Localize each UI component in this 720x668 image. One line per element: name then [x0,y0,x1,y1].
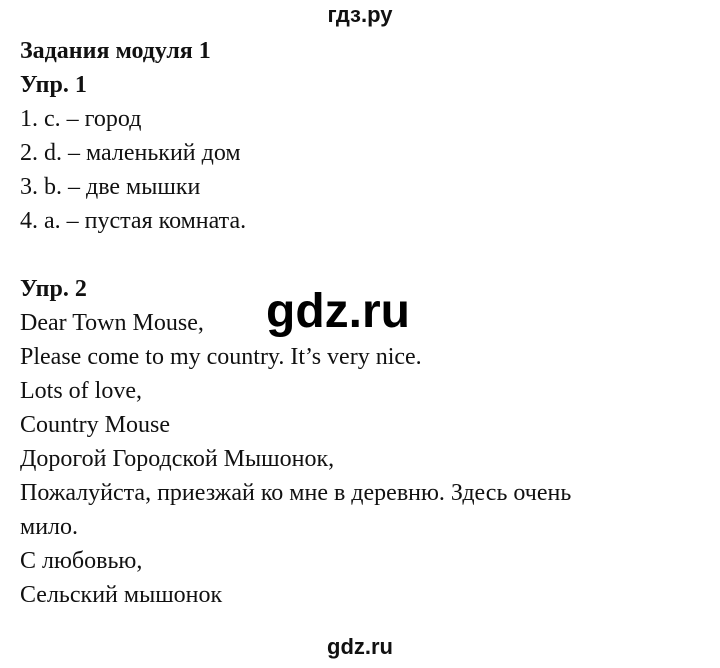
exercise-1-item: 3. b. – две мышки [20,174,201,200]
watermark-logo: gdz.ru [266,285,410,338]
exercise-2-line: Dear Town Mouse, [20,310,204,336]
exercise-1-item: 4. a. – пустая комната. [20,208,247,234]
exercise-1-item: 2. d. – маленький дом [20,140,241,166]
site-header-label: гдз.ру [327,2,393,27]
exercise-2-title: Упр. 2 [20,276,87,302]
exercise-2-line: Please come to my country. It’s very nice. [20,344,422,370]
site-footer-label: gdz.ru [327,634,393,659]
exercise-2-line: мило. [20,514,79,540]
exercise-2-line: Country Mouse [20,412,170,438]
exercise-1-item: 1. c. – город [20,106,142,132]
module-title: Задания модуля 1 [20,38,211,64]
exercise-2-line: Пожалуйста, приезжай ко мне в деревню. Здесь очень [20,480,572,506]
section-spacer [20,238,715,272]
exercise-2-line: С любовью, [20,548,143,574]
exercise-1-title: Упр. 1 [20,72,87,98]
exercise-2-line: Дорогой Городской Мышонок, [20,446,335,472]
exercise-2-line: Сельский мышонок [20,582,223,608]
exercise-2-line: Lots of love, [20,378,142,404]
